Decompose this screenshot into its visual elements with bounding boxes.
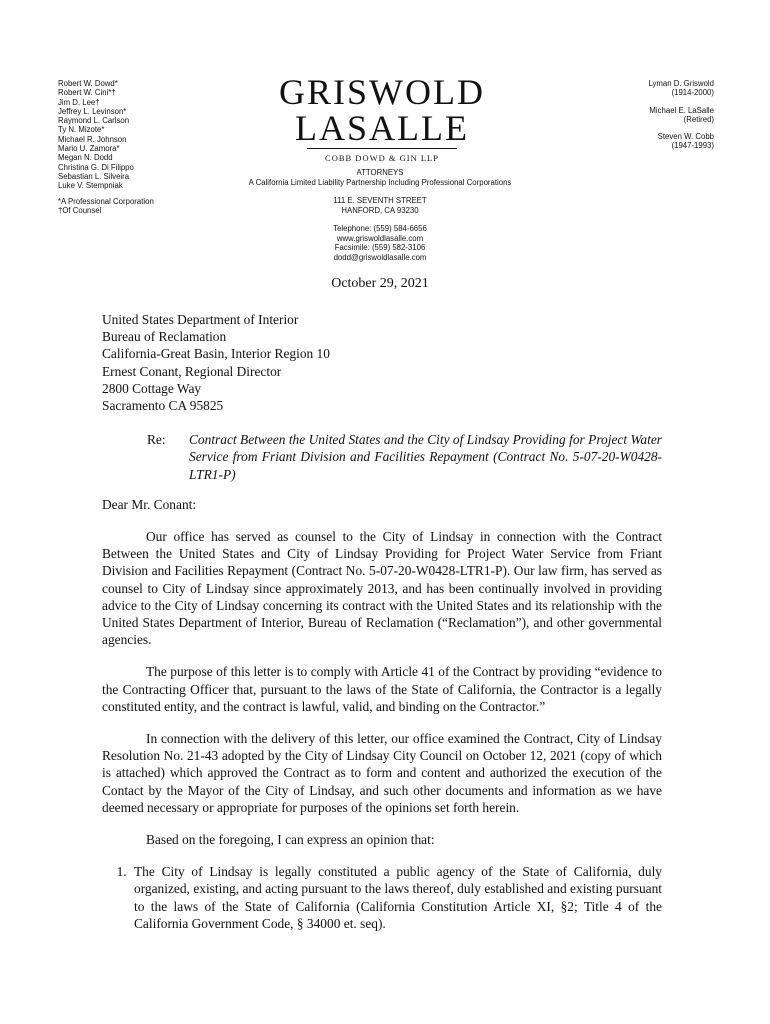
recipient-line: California-Great Basin, Interior Region 10 bbox=[102, 346, 330, 362]
right-attorney-list bbox=[584, 79, 714, 159]
letter-date: October 29, 2021 bbox=[331, 276, 429, 291]
body-paragraph: Based on the foregoing, I can express an opinion that: bbox=[146, 832, 435, 848]
attorney-name: Ty N. Mizote* bbox=[58, 125, 105, 135]
attorney-name: Mario U. Zamora* bbox=[58, 144, 120, 154]
firm-website: www.griswoldlasalle.com bbox=[336, 233, 424, 243]
firm-title: ATTORNEYS bbox=[356, 168, 404, 177]
logo-line-partners: COBB DOWD & GIN LLP bbox=[325, 153, 439, 163]
attorney-note: (1914-2000) bbox=[671, 88, 714, 98]
attorney-name: Robert W. Cini*† bbox=[58, 88, 116, 98]
recipient-line: Bureau of Reclamation bbox=[102, 329, 227, 345]
recipient-line: United States Department of Interior bbox=[102, 312, 299, 327]
firm-facsimile: Facsimile: (559) 582-3106 bbox=[334, 243, 426, 252]
recipient-line: Sacramento CA 95825 bbox=[102, 398, 224, 414]
firm-contact-block bbox=[230, 168, 530, 262]
body-paragraph: In connection with the delivery of this letter, our office examined the Contract, City of Lindsay Resolution No. 21-43 adopted by the City of Lindsay City Council on October 12, 2021 (copy of which is attached) which approved the Contract as to form and content and authorized the execution of the Contact by the Mayor of the City of Lindsay, and such other documents and information as we have deemed necessary or appropriate for purposes of the opinions set forth herein. bbox=[102, 731, 662, 815]
recipient-line: 2800 Cottage Way bbox=[102, 380, 202, 396]
body-paragraph: The purpose of this letter is to comply with Article 41 of the Contract by providing “evidence to the Contracting Officer that, pursuant to the laws of the State of California, the Contractor is a legally constituted entity, and the contract is lawful, valid, and binding on the Contractor.” bbox=[102, 664, 662, 714]
subject-text: Contract Between the United States and the City of Lindsay Providing for Project Water Service from Friant Division and Facilities Repayment (Contract No. 5-07-20-W0428-LTR1-P) bbox=[189, 432, 662, 482]
recipient-line: Ernest Conant, Regional Director bbox=[102, 363, 282, 379]
attorney-name: Steven W. Cobb bbox=[657, 132, 714, 142]
attorney-name: Michael E. LaSalle bbox=[649, 105, 714, 115]
letter-body bbox=[102, 311, 662, 932]
attorney-name: Raymond L. Carlson bbox=[58, 116, 130, 126]
attorney-name: Lyman D. Griswold bbox=[648, 79, 714, 88]
firm-email: dodd@griswoldlasalle.com bbox=[333, 252, 427, 262]
attorney-name: Michael R. Johnson bbox=[58, 134, 127, 144]
attorney-footnote: *A Professional Corporation bbox=[58, 196, 154, 206]
attorney-name: Sebastian L. Silveira bbox=[58, 171, 130, 181]
body-paragraph: Our office has served as counsel to the City of Lindsay in connection with the Contract Between the United States and City of Lindsay Providing for Project Water Service from Friant Division and Facilities Repayment (Contract No. 5-07-20-W0428-LTR1-P). Our law firm, has served as counsel to City of Lindsay since approximately 2013, and has been continually involved in providing advice to the City of Lindsay concerning its contract with the United States and its relationship with the United States Department of Interior, Bureau of Reclamation (“Reclamation”), and other governmental agencies. bbox=[102, 529, 662, 648]
left-attorney-list bbox=[58, 79, 228, 215]
attorney-note: (1947-1993) bbox=[671, 141, 714, 151]
attorney-name: Christina G. Di Filippo bbox=[58, 162, 134, 172]
attorney-name: Jeffrey L. Levinson* bbox=[58, 106, 127, 116]
opinion-item: 1. The City of Lindsay is legally constituted a public agency of the State of California, duly organized, existing, and acting pursuant to the laws thereof, duly established and existing pursuant to the laws of the State of California (California Constitution Article XI, §2; Title 4 of the California Government Code, § 34000 et. seq). bbox=[130, 863, 662, 932]
firm-city: HANFORD, CA 93230 bbox=[341, 205, 419, 215]
attorney-name: Jim D. Lee† bbox=[58, 97, 100, 107]
salutation: Dear Mr. Conant: bbox=[102, 496, 197, 512]
recipient-address bbox=[102, 311, 662, 414]
attorney-note: (Retired) bbox=[683, 114, 714, 124]
firm-subtitle: A California Limited Liability Partnership Including Professional Corporations bbox=[248, 177, 512, 187]
attorney-name: Robert W. Dowd* bbox=[58, 79, 118, 88]
logo-rule bbox=[307, 148, 457, 149]
subject-line bbox=[147, 431, 662, 483]
attorney-name: Luke V. Stempniak bbox=[58, 181, 123, 191]
logo-line-lasalle: LASALLE bbox=[295, 108, 469, 148]
firm-telephone: Telephone: (559) 584-6656 bbox=[333, 224, 427, 233]
subject-label: Re: bbox=[147, 432, 166, 448]
attorney-entry bbox=[584, 106, 714, 125]
firm-street: 111 E. SEVENTH STREET bbox=[333, 196, 427, 205]
firm-logo bbox=[262, 74, 502, 163]
attorney-entry bbox=[584, 132, 714, 151]
attorney-entry bbox=[584, 79, 714, 98]
attorney-footnote: †Of Counsel bbox=[58, 205, 102, 215]
attorney-name: Megan N. Dodd bbox=[58, 153, 113, 163]
opinion-list bbox=[102, 863, 662, 932]
logo-line-griswold: GRISWOLD bbox=[279, 72, 485, 112]
